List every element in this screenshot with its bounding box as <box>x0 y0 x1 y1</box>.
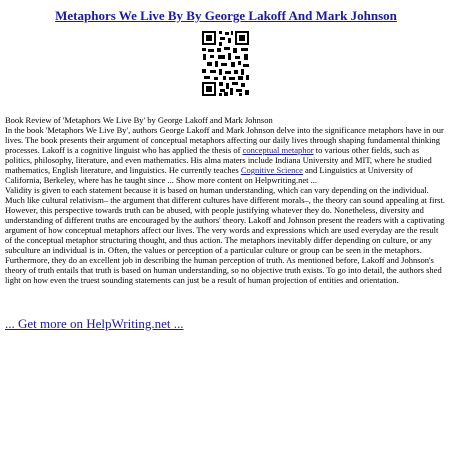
article-heading: Book Review of 'Metaphors We Live By' by George Lakoff and Mark Johnson <box>5 115 273 125</box>
get-more-link[interactable]: ... Get more on HelpWriting.net ... <box>5 316 184 331</box>
paragraph-1-text-c: and Linguistics at University of California, Berkeley, where has he taught since ... Show more content on Helpwriting.net ... <box>5 165 413 185</box>
page-title <box>0 8 452 23</box>
qr-code <box>201 30 250 97</box>
paragraph-1-text-a: In the book 'Metaphors We Live By', authors George Lakoff and Mark Johnson delve into the significance metaphors have in our lives. The book presents their argument of conceptual metaphors affecting our daily lives through shaping fundamental thinking processes. Lakoff is a cognitive linguist who has applied the thesis of <box>5 125 444 155</box>
article-body <box>5 115 447 285</box>
title-link[interactable]: Metaphors We Live By By George Lakoff And Mark Johnson <box>55 8 397 23</box>
paragraph-2: Validity is given to each statement because it is based on human understanding, which can vary depending on the individual. Much like cultural relativism– the argument that different cultures have different morals–, the theory can sound appealing at first. However, this perspective towards truth can be abused, with people justifying whatever they do. Nonetheless, diversity and understanding of different truths are encouraged by the authors' theory. Lakoff and Johnson present the readers with a captivating argument of how conceptual metaphors affect our lives. The very words and expressions which are used everyday are the result of the conceptual metaphor structuring thought, and thus action. The metaphors inevitably differ depending on culture, or any subculture an individual is in. Often, the values or perception of a particular culture or group can be seen in the metaphors. Furthermore, they do an excellent job in describing the human perception of truth. As mentioned before, Lakoff and Johnson's theory of truth entails that truth is based on human understanding, so no objective truth exists. To go into detail, the authors shed light on how even the truest sounding statements can just be a result of human projection of entities and orientation. <box>5 185 445 285</box>
get-more-container <box>5 316 184 331</box>
paragraph-1 <box>5 125 447 185</box>
conceptual-metaphor-link[interactable]: conceptual metaphor <box>242 145 314 155</box>
cognitive-science-link[interactable]: Cognitive Science <box>240 165 303 175</box>
paragraph-1-text-b: to various other fields, such as politics, philosophy, literature, and even mathematics. His alma maters include Indiana University and MIT, where he studied mathematics, English literature, and linguistics. He currently teaches <box>5 145 432 175</box>
